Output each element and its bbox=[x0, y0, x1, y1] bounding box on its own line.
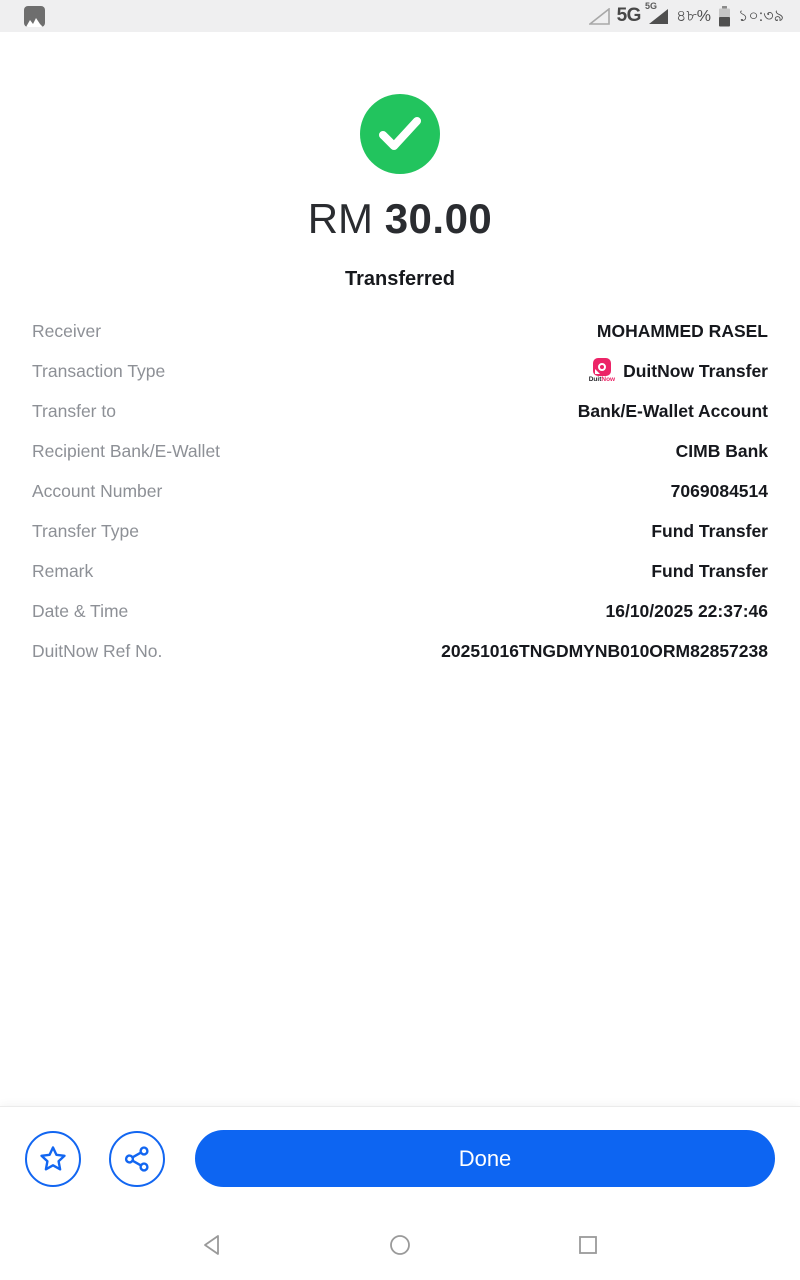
detail-value-text: MOHAMMED RASEL bbox=[596, 320, 768, 341]
detail-value bbox=[597, 321, 768, 342]
details-list bbox=[32, 311, 768, 671]
detail-value-text: Fund Transfer bbox=[651, 520, 768, 541]
success-check-icon bbox=[360, 94, 440, 174]
detail-row bbox=[32, 551, 768, 591]
status-bar-left bbox=[16, 6, 45, 27]
transfer-amount bbox=[0, 196, 800, 242]
detail-row bbox=[32, 471, 768, 511]
detail-row bbox=[32, 511, 768, 551]
status-bar-right bbox=[589, 0, 784, 30]
gallery-notification-icon bbox=[24, 6, 45, 27]
detail-row bbox=[32, 311, 768, 351]
detail-value-text: CIMB Bank bbox=[675, 440, 768, 461]
recents-square-icon bbox=[578, 1235, 598, 1255]
detail-value-text: Bank/E-Wallet Account bbox=[577, 400, 768, 421]
detail-value bbox=[651, 561, 768, 582]
done-button[interactable]: Done bbox=[195, 1130, 775, 1187]
detail-label: Transfer Type bbox=[32, 520, 139, 541]
favorite-button[interactable] bbox=[25, 1131, 81, 1187]
detail-label: DuitNow Ref No. bbox=[32, 640, 163, 661]
detail-label: Transaction Type bbox=[32, 360, 166, 381]
detail-value-text: 7069084514 bbox=[670, 480, 768, 501]
detail-value-text: Fund Transfer bbox=[651, 560, 768, 581]
detail-row bbox=[32, 431, 768, 471]
detail-label: Date & Time bbox=[32, 600, 129, 621]
battery-icon bbox=[718, 6, 731, 27]
nav-home-button[interactable] bbox=[389, 1234, 411, 1256]
share-button[interactable] bbox=[109, 1131, 165, 1187]
detail-label: Transfer to bbox=[32, 400, 116, 421]
status-bar bbox=[0, 0, 800, 32]
detail-value bbox=[589, 358, 768, 384]
signal-empty-icon bbox=[589, 8, 610, 25]
detail-value bbox=[441, 641, 768, 662]
status-time: ১০:৩৯ bbox=[737, 7, 784, 25]
detail-value-text: 16/10/2025 22:37:46 bbox=[605, 600, 768, 621]
share-icon bbox=[124, 1146, 150, 1172]
detail-label: Recipient Bank/E-Wallet bbox=[32, 440, 221, 461]
amount-value: 30.00 bbox=[384, 195, 493, 242]
star-icon bbox=[39, 1145, 67, 1173]
detail-label: Account Number bbox=[32, 480, 163, 501]
detail-value bbox=[671, 481, 768, 502]
network-5g-label: 5G bbox=[616, 5, 641, 26]
android-nav-bar bbox=[0, 1210, 800, 1280]
back-triangle-icon bbox=[203, 1234, 221, 1256]
nav-back-button[interactable] bbox=[201, 1234, 223, 1256]
detail-row bbox=[32, 591, 768, 631]
currency-label: RM bbox=[307, 195, 374, 242]
network-5g-badge: 5G bbox=[644, 0, 657, 11]
detail-value bbox=[606, 601, 769, 622]
home-circle-icon bbox=[389, 1234, 411, 1256]
detail-label: Receiver bbox=[32, 320, 102, 341]
detail-value bbox=[651, 521, 768, 542]
detail-row bbox=[32, 631, 768, 671]
detail-value-text: 20251016TNGDMYNB010ORM82857238 bbox=[441, 640, 768, 661]
transfer-status-text: Transferred bbox=[344, 268, 456, 290]
nav-recents-button[interactable] bbox=[577, 1234, 599, 1256]
detail-label: Remark bbox=[32, 560, 94, 581]
duitnow-icon: DuitNow bbox=[589, 358, 615, 384]
detail-value bbox=[676, 441, 768, 462]
detail-row bbox=[32, 391, 768, 431]
signal-filled-icon bbox=[644, 0, 669, 25]
detail-value-text: DuitNow Transfer bbox=[623, 360, 768, 381]
action-bar bbox=[0, 1106, 800, 1210]
battery-percent: ৪৮% bbox=[675, 7, 711, 25]
detail-value bbox=[578, 401, 768, 422]
detail-row bbox=[32, 351, 768, 391]
